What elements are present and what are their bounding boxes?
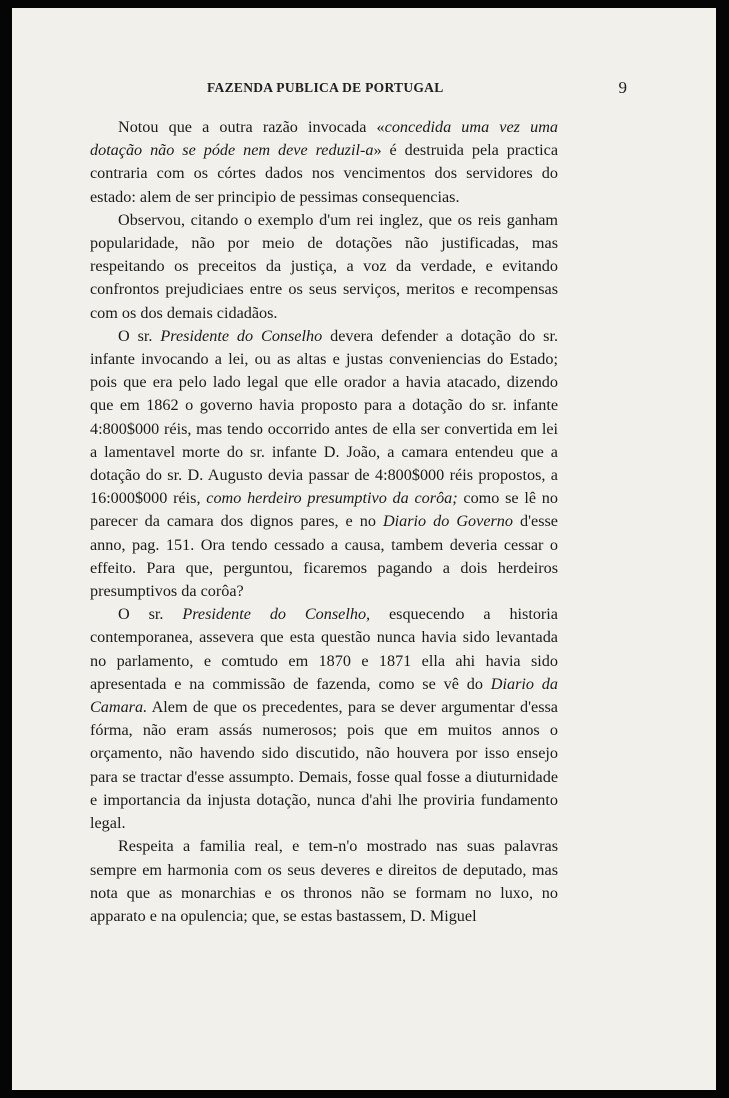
paragraph-4 <box>90 603 558 835</box>
text-run: d'esse anno, pag. 151. Ora tendo cessado a causa, tambem deveria cessar o effeito. Para que, perguntou, ficaremos pagando a dois herdeiros presumptivos da corôa? <box>90 512 558 601</box>
italic-title: Presidente do Conselho <box>160 326 323 345</box>
text-run: O sr. <box>118 326 161 345</box>
page-header <box>207 78 627 102</box>
italic-phrase: como herdeiro presumptivo da corôa; <box>206 489 458 508</box>
paragraph-5 <box>90 835 558 928</box>
body-text <box>90 116 558 928</box>
text-run: Observou, citando o exemplo d'um rei inglez, que os reis ganham popularidade, não por meio de dotações não justificadas, mas respeitando os preceitos da justiça, a voz da verdade, e evitando confrontos prejudiciaes entre os seus serviços, meritos e recompensas com os dos demais cidadãos. <box>90 210 558 322</box>
paragraph-1 <box>90 116 558 209</box>
book-page <box>12 8 716 1090</box>
italic-quote: concedida uma vez uma dotação não se póde nem deve reduzil-a <box>90 118 558 160</box>
text-run: O sr. <box>118 605 183 624</box>
text-run: Alem de que os precedentes, para se dever argumentar d'essa fórma, não eram assás numerosos; pois que em muitos annos o orçamento, não havendo sido discutido, não houvera por isso ensejo para se tractar d'esse assumpto. Demais, fosse qual fosse a diuturnidade e importancia da injusta dotação, nunca d'ahi lhe proviria fundamento legal. <box>90 698 558 833</box>
text-run: esquecendo a historia contemporanea, assevera que esta questão nunca havia sido levantada no parlamento, e comtudo em 1870 e 1871 ella ahi havia sido apresentada e na commissão de fazenda, como se vê do <box>90 605 558 693</box>
paragraph-2 <box>90 209 558 325</box>
text-run: » é destruida pela practica contraria com os córtes dados nos vencimentos dos servidores do estado: alem de ser principio de pessimas consequencias. <box>90 141 558 206</box>
text-run: Respeita a familia real, e tem-n'o mostrado nas suas palavras sempre em harmonia com os seus deveres e direitos de deputado, mas nota que as monarchias e os thronos não se formam no luxo, no apparato e na opulencia; que, se estas bastassem, D. Miguel <box>90 837 558 925</box>
italic-publication: Diario do Governo <box>382 512 513 531</box>
page-number: 9 <box>618 78 627 97</box>
text-run: como se lê no parecer da camara dos dignos pares, e no <box>90 489 558 531</box>
running-title: FAZENDA PUBLICA DE PORTUGAL <box>207 80 444 95</box>
text-run: Notou que a outra razão invocada « <box>118 118 385 136</box>
italic-title: Presidente do Conselho, <box>182 605 371 624</box>
italic-publication: Diario da Camara. <box>90 674 558 717</box>
paragraph-3 <box>90 325 558 603</box>
text-run: devera defender a dotação do sr. infante invocando a lei, ou as altas e justas conveniencias do Estado; pois que era pelo lado legal que elle orador a havia atacado, dizendo que em 1862 o governo havia proposto para a dotação do sr. infante 4:800$000 réis, mas tendo occorrido antes de ella ser convertida em lei a lamentavel morte do sr. infante D. João, a camara entendeu que a dotação do sr. D. Augusto devia passar de 4:800$000 réis propostos, a 16:000$000 réis, <box>90 326 558 508</box>
